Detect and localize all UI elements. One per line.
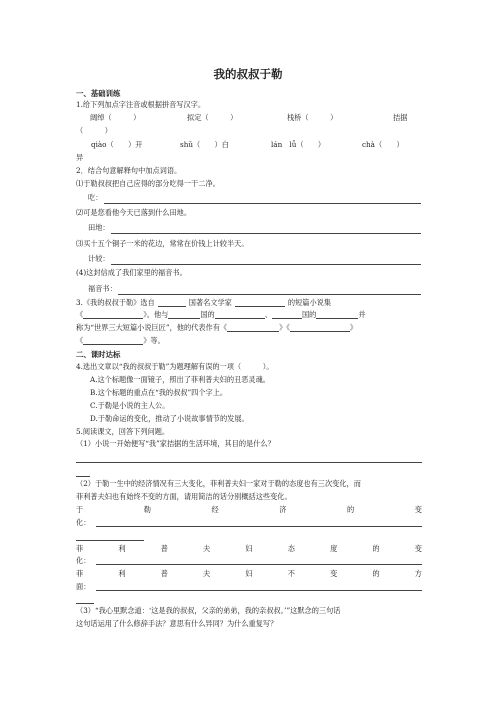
section-heading-lesson: 二、课时达标: [76, 350, 121, 359]
q3-text: 》。他与: [143, 310, 169, 319]
q3-text: 称为“世界三大短篇小说巨匠”，他的代表作有《: [76, 323, 228, 332]
q2-sentence-3: ⑶买十五个铜子一米的花边，常常在价钱上计较半天。: [76, 239, 249, 248]
q3-text: 、: [264, 310, 272, 319]
page-title: 我的叔叔于勒: [213, 67, 283, 81]
answer-blank[interactable]: [215, 310, 265, 319]
q3-text: 并: [358, 310, 366, 319]
q3-text: 3.《我的叔叔于勒》选自: [76, 298, 155, 307]
question-4: 4.选出文章以“我的叔叔于勒”为题理解有误的一项（ ）。: [76, 362, 274, 371]
answer-line[interactable]: [76, 540, 144, 541]
answer-line[interactable]: [118, 294, 421, 295]
question-2: 2．结合句意解释句中加点词语。: [76, 166, 182, 175]
answer-line[interactable]: [76, 603, 94, 604]
q5-row-1-end: 化：: [76, 518, 91, 527]
q2-label-3: 计较：: [88, 254, 110, 263]
answer-blank[interactable]: [83, 310, 143, 319]
q5-row-attitude: 菲 利 普 夫 妇 态 度 的 变: [76, 544, 422, 553]
answer-line[interactable]: [96, 590, 422, 591]
answer-blank[interactable]: [290, 323, 350, 332]
answer-line[interactable]: [96, 526, 422, 527]
q5-part-3-line-1: （3）“我心里默念道：‘这是我的叔叔，父亲的弟弟，我的亲叔叔。’”这默念的三句话: [76, 606, 341, 615]
q5-part-2-line-2: 菲利普夫妇也有始终不变的方面，请用简洁的话分别概括这些变化。: [76, 492, 292, 501]
question-3-line-3: [76, 323, 357, 332]
q1-item-6: shǔ（ ）白: [180, 140, 229, 149]
q1-item-4: 拮据: [393, 113, 408, 122]
q5-row-yule-economy: 于 勒 经 济 的 变: [76, 505, 422, 514]
answer-blank[interactable]: [158, 298, 186, 307]
answer-line[interactable]: [111, 264, 421, 265]
q1-item-8: chà（ ）: [362, 140, 404, 149]
q4-option-d[interactable]: D.于勒命运的变化，推动了小说故事情节的发展。: [90, 414, 249, 423]
q5-row-3-end: 面：: [76, 582, 91, 591]
question-3-line-1: [76, 298, 422, 307]
q5-part-3-line-2: 这句话运用了什么修辞手法？意思有什么异同？为什么重复写？: [76, 619, 278, 628]
q4-option-c[interactable]: C.于勒是小说的主人公。: [90, 401, 170, 410]
q1-item-3: 栈桥（ ）: [287, 113, 338, 122]
q5-part-2-line-1: （2）于勒一生中的经济情况有三大变化，菲利普夫妇一家对于勒的态度也有三次变化，而: [76, 479, 361, 488]
q3-text: 《: [76, 310, 84, 319]
q3-text: 国的: [301, 310, 317, 319]
q4-option-a[interactable]: A.这个标题像一面镜子，照出了菲利普夫妇的丑恶灵魂。: [90, 375, 270, 384]
q3-text: 《: [76, 336, 84, 345]
answer-blank[interactable]: [235, 298, 285, 307]
q2-sentence-2: ⑵可是您看他今天已落到什么田地。: [76, 208, 192, 217]
q3-text: 》等。: [143, 336, 165, 345]
q1-item-4-blank: （ ）: [76, 126, 112, 135]
q2-sentence-4: (4)这封信成了我们家里的福音书。: [76, 268, 187, 277]
q2-sentence-1: ⑴于勒叔叔把自己应得的部分吃得一干二净。: [76, 179, 220, 188]
question-1: 1.给下列加点字注音或根据拼音写汉字。: [76, 100, 206, 109]
answer-blank[interactable]: [227, 323, 279, 332]
question-3-line-2: [76, 310, 366, 319]
q5-part-1: （1）小说一开始便写“我”家拮据的生活环境，其目的是什么？: [76, 439, 275, 448]
q5-row-2-end: 化：: [76, 556, 91, 565]
q4-option-b[interactable]: B.这个标题的重点在“我的叔叔”四个字上。: [90, 388, 228, 397]
q1-item-7: lán lǚ（ ）: [271, 140, 326, 149]
q3-text: 》: [349, 323, 358, 332]
answer-blank[interactable]: [272, 310, 302, 319]
answer-line[interactable]: [76, 462, 422, 463]
question-3-line-4: [76, 336, 165, 345]
q1-item-1: 阔绰（ ）: [90, 113, 141, 122]
section-heading-basic: 一、基础训练: [76, 89, 121, 98]
answer-blank[interactable]: [83, 336, 143, 345]
q3-text: 的短篇小说集: [287, 298, 332, 307]
q3-text: 》《: [279, 323, 290, 332]
q2-label-4: 福音书：: [88, 284, 117, 293]
q2-label-2: 田地：: [88, 223, 110, 232]
q1-item-5: qiào（ ）开: [91, 140, 143, 149]
question-5: 5.阅读课文，回答下列问题。: [76, 427, 170, 436]
q3-text: 国的: [200, 310, 215, 319]
answer-line[interactable]: [111, 233, 421, 234]
q2-label-1: 吃：: [88, 193, 103, 202]
q5-row-unchanged: 菲 利 普 夫 妇 不 变 的 方: [76, 569, 422, 578]
answer-blank[interactable]: [316, 310, 358, 319]
answer-line[interactable]: [96, 564, 422, 565]
q1-item-2: 拟定（ ）: [187, 113, 238, 122]
answer-line[interactable]: [76, 476, 90, 477]
q1-item-8-tail: 异: [76, 153, 84, 162]
answer-line[interactable]: [104, 203, 421, 204]
answer-blank[interactable]: [168, 310, 200, 319]
q3-text: 国著名文学家: [188, 298, 232, 307]
